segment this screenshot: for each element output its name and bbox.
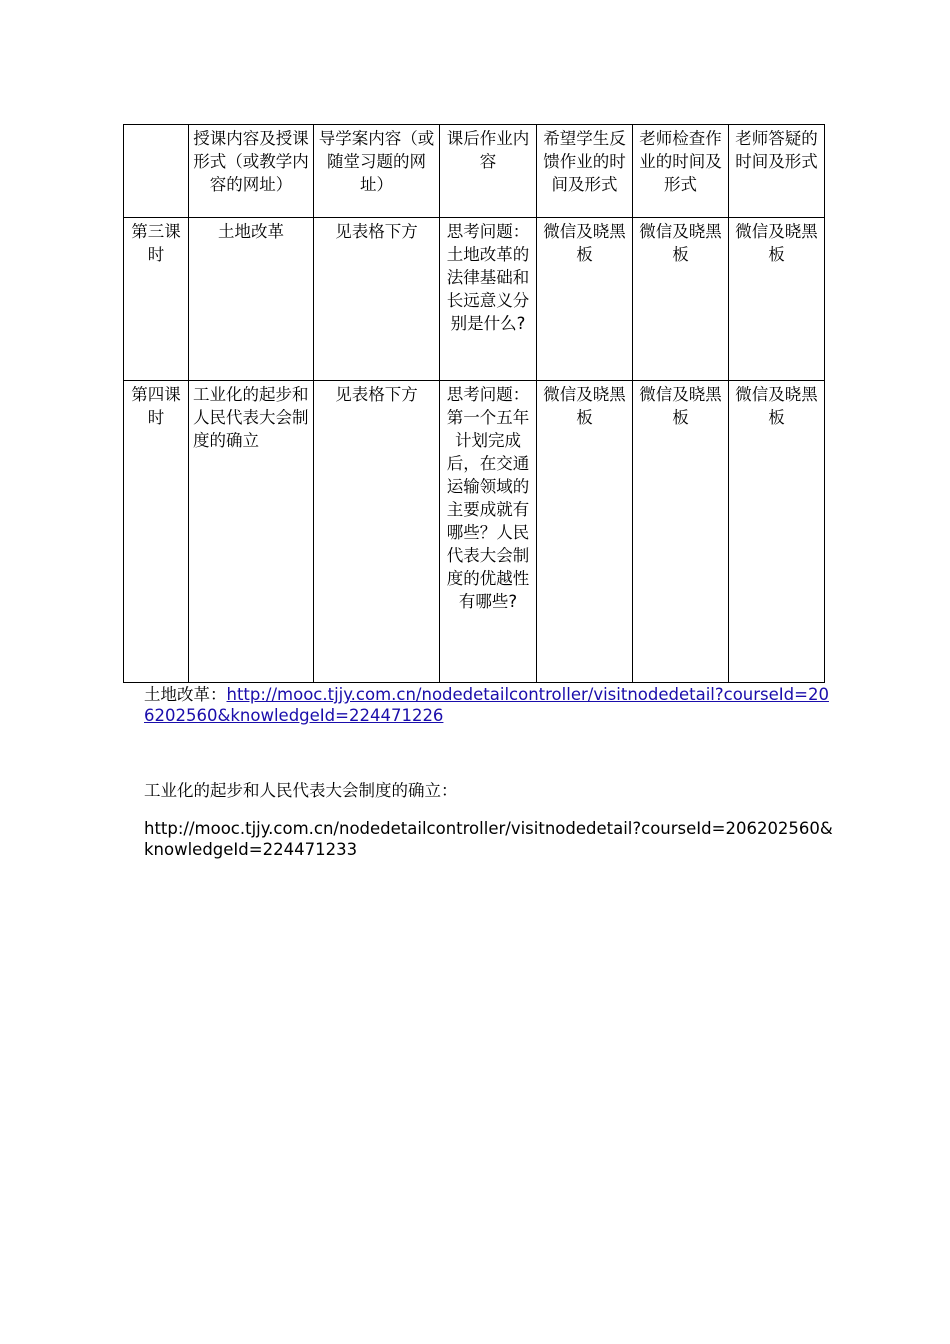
feedback-cell: 微信及晓黑板 xyxy=(537,381,633,683)
period-cell: 第四课时 xyxy=(124,381,189,683)
period-cell: 第三课时 xyxy=(124,218,189,381)
industrial-note-label: 工业化的起步和人民代表大会制度的确立： xyxy=(144,781,458,800)
qa-cell: 微信及晓黑板 xyxy=(729,218,825,381)
content-cell: 工业化的起步和人民代表大会制度的确立 xyxy=(189,381,314,683)
check-cell: 微信及晓黑板 xyxy=(633,381,729,683)
header-cell-homework: 课后作业内容 xyxy=(440,125,537,218)
table-header-row xyxy=(124,125,825,218)
check-cell: 微信及晓黑板 xyxy=(633,218,729,381)
content-cell: 土地改革 xyxy=(189,218,314,381)
header-cell-blank xyxy=(124,125,189,218)
land-reform-link[interactable]: http://mooc.tjjy.com.cn/nodedetailcontroller/visitnodedetail?courseId=206202560&knowledgeId=224471226 xyxy=(144,685,829,725)
table-row xyxy=(124,218,825,381)
industrial-note-url: http://mooc.tjjy.com.cn/nodedetailcontroller/visitnodedetail?courseId=206202560&knowledgeId=224471233 xyxy=(144,819,833,859)
header-cell-content: 授课内容及授课形式（或教学内容的网址） xyxy=(189,125,314,218)
table-row xyxy=(124,381,825,683)
guide-cell: 见表格下方 xyxy=(314,218,440,381)
homework-cell: 思考问题：土地改革的法律基础和长远意义分别是什么? xyxy=(440,218,537,381)
feedback-cell: 微信及晓黑板 xyxy=(537,218,633,381)
header-cell-check: 老师检查作业的时间及形式 xyxy=(633,125,729,218)
guide-cell: 见表格下方 xyxy=(314,381,440,683)
header-cell-qa: 老师答疑的时间及形式 xyxy=(729,125,825,218)
lesson-schedule-table xyxy=(123,124,825,683)
reference-links xyxy=(144,684,834,860)
header-cell-guide: 导学案内容（或随堂习题的网址） xyxy=(314,125,440,218)
homework-cell: 思考问题：第一个五年计划完成后，在交通运输领域的主要成就有哪些？人民代表大会制度的优越性有哪些? xyxy=(440,381,537,683)
qa-cell: 微信及晓黑板 xyxy=(729,381,825,683)
land-reform-note xyxy=(144,684,834,726)
land-reform-label: 土地改革： xyxy=(144,685,227,704)
header-cell-feedback: 希望学生反馈作业的时间及形式 xyxy=(537,125,633,218)
